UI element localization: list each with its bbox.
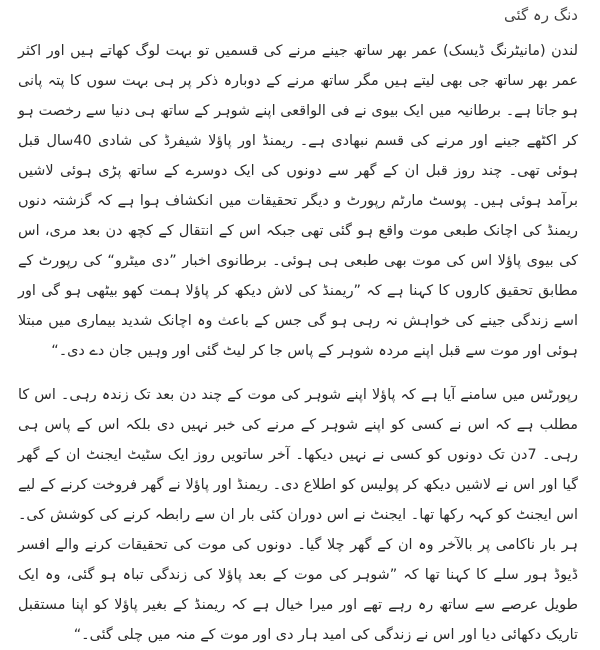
article-body bbox=[18, 36, 578, 650]
article-paragraph-1: لندن (مانیٹرنگ ڈیسک) عمر بھر ساتھ جینے مرنے کی قسمیں تو بہت لوگ کھاتے ہیں اور اکثر عمر بھر ساتھ جی بھی لیتے ہیں مگر ساتھ مرنے کے دوبارہ ذکر پر ہی بہت سوں کا پتہ پانی ہو جاتا ہے۔ برطانیہ میں ایک بیوی نے فی الواقعی اپنے شوہر کے ساتھ ہی دنیا سے رخصت ہو کر اکٹھے جینے اور مرنے کی قسم نبھادی ہے۔ ریمنڈ اور پاؤلا شیفرڈ کی شادی 40سال قبل ہوئی تھی۔ چند روز قبل ان کے گھر سے دونوں کی ایک دوسرے کے ساتھ پڑی ہوئی لاشیں برآمد ہوئی ہیں۔ پوسٹ مارٹم رپورٹ و دیگر تحقیقات میں انکشاف ہوا ہے کہ گزشتہ دنوں ریمنڈ کی اچانک طبعی موت واقع ہو گئی تھی جبکہ اس کے انتقال کے کچھ دن بعد مری، اس کی بیوی پاؤلا اس کی موت بھی طبعی ہی ہوئی۔ برطانوی اخبار ”دی میٹرو“ کی رپورٹ کے مطابق تحقیق کاروں کا کہنا ہے کہ ”ریمنڈ کی لاش دیکھ کر پاؤلا ہمت کھو بیٹھی ہو گی اور اسے زندگی جینے کی خواہش نہ رہی ہو گی جس کے باعث وہ اچانک شدید بیماری میں مبتلا ہوئی اور موت سے قبل اپنے مردہ شوہر کے پاس جا کر لیٹ گئی اور وہیں جان دے دی۔“ bbox=[18, 43, 579, 359]
article-title: دنگ رہ گئی bbox=[503, 6, 578, 24]
article-paragraph-2: رپورٹس میں سامنے آیا ہے کہ پاؤلا اپنے شوہر کی موت کے چند دن بعد تک زندہ رہی۔ اس کا مطلب ہے کہ اس نے کسی کو اپنے شوہر کے مرنے کی خبر نہیں دی بلکہ اس کے پاس ہی رہی۔ 7دن تک دونوں کو کسی نے نہیں دیکھا۔ آخر ساتویں روز ایک سٹیٹ ایجنٹ ان کے گھر گیا اور اس نے لاشیں دیکھ کر پولیس کو اطلاع دی۔ ریمنڈ اور پاؤلا نے گھر فروخت کرنے کے لیے اس ایجنٹ کو کہہ رکھا تھا۔ ایجنٹ نے اس دوران کئی بار ان سے رابطہ کرنے کی کوشش کی۔ ہر بار ناکامی پر بالآخر وہ ان کے گھر چلا گیا۔ دونوں کی موت کی تحقیقات کرنے والے افسر ڈیوڈ ہور سلے کا کہنا تھا کہ ”شوہر کی موت کے بعد پاؤلا کی زندگی تباہ ہو گئی، وہ ایک طویل عرصے سے ساتھ رہ رہے تھے اور میرا خیال ہے کہ ریمنڈ کے بغیر پاؤلا کو اپنا مستقبل تاریک دکھائی دیا اور اس نے زندگی کی امید ہار دی اور موت کے منہ میں چلی گئی۔“ bbox=[18, 387, 578, 643]
